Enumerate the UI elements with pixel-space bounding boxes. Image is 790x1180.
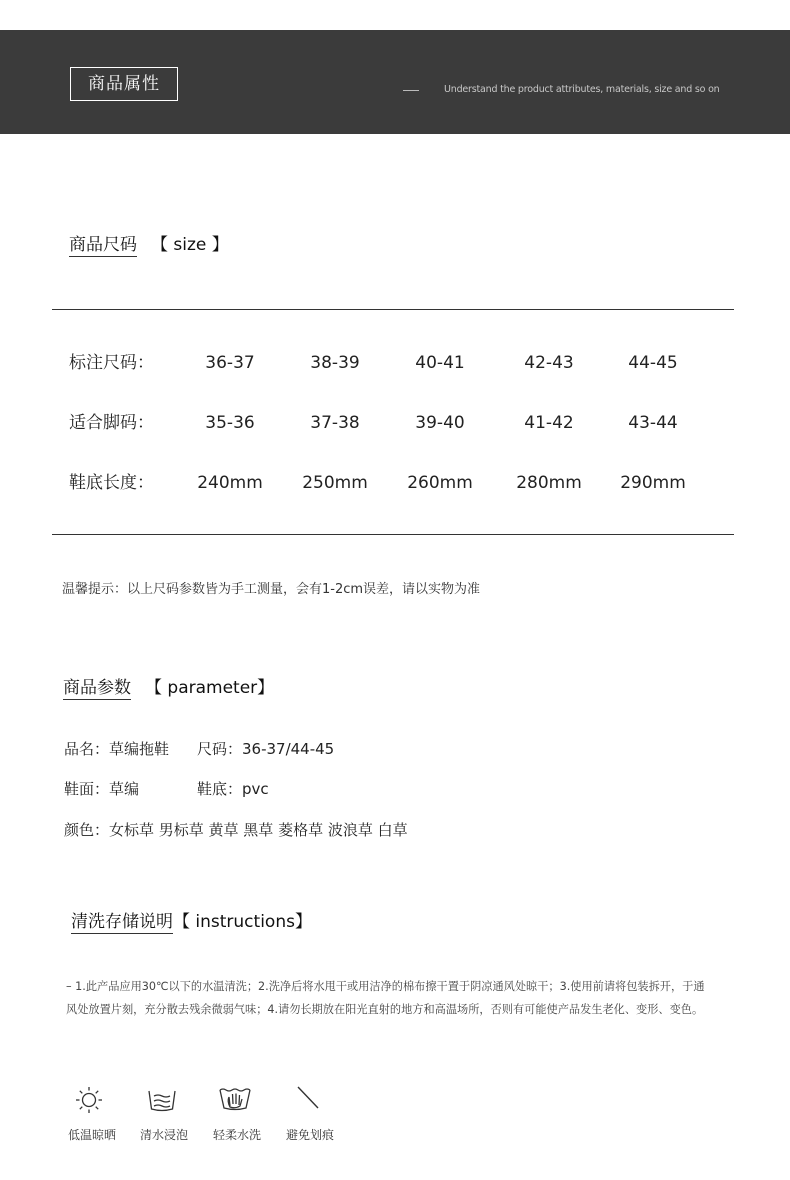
- banner-title: 商品属性: [70, 67, 178, 101]
- table-cell: 38-39: [310, 353, 360, 373]
- care-label-scratch: 避免划痕: [285, 1128, 334, 1142]
- table-bottom-divider: [52, 534, 734, 535]
- table-cell: 260mm: [407, 473, 473, 493]
- instr-title-cn: 清洗存储说明: [71, 912, 173, 932]
- size-note: 温馨提示：以上尺码参数皆为手工测量，会有1-2cm误差，请以实物为准: [62, 582, 481, 597]
- table-cell: 35-36: [205, 413, 255, 433]
- banner-dash: [403, 90, 419, 91]
- param-section-title: [63, 677, 274, 699]
- table-cell: 250mm: [302, 473, 368, 493]
- table-cell: 44-45: [628, 353, 678, 373]
- header-banner: [0, 30, 790, 134]
- table-cell: 36-37: [205, 353, 255, 373]
- size-title-en: 【 size 】: [151, 235, 229, 255]
- size-section-title: [69, 234, 229, 256]
- banner-subtitle: Understand the product attributes, materials, size and so on: [444, 84, 720, 95]
- param-title-en: 【 parameter】: [145, 678, 275, 698]
- table-cell: 290mm: [620, 473, 686, 493]
- table-cell: 41-42: [524, 413, 574, 433]
- param-product-name: 品名：草编拖鞋: [64, 740, 170, 758]
- param-upper-material: 鞋面：草编: [64, 780, 140, 798]
- param-sole-material: 鞋底：pvc: [197, 780, 269, 798]
- param-size-range: 尺码：36-37/44-45: [197, 740, 335, 758]
- row-label-sole-length: 鞋底长度：: [69, 473, 154, 493]
- table-cell: 42-43: [524, 353, 574, 373]
- care-label-hand-wash: 轻柔水洗: [212, 1128, 261, 1142]
- scratch-icon: [288, 1082, 328, 1118]
- table-cell: 43-44: [628, 413, 678, 433]
- instructions-text: – 1.此产品应用30℃以下的水温清洗；2.洗净后将水甩干或用洁净的棉布擦干置于阴凉通风处晾干；3.使用前请将包装拆开，于通风处放置片刻，充分散去残余微弱气味；4.请勿长期放在阳光直射的地方和高温场所，否则有可能使产品发生老化、变形、变色。: [66, 980, 705, 1016]
- sun-icon: [69, 1082, 109, 1118]
- size-title-cn: 商品尺码: [69, 235, 137, 255]
- soak-icon: [142, 1082, 182, 1118]
- instr-section-title: [71, 911, 312, 933]
- table-cell: 39-40: [415, 413, 465, 433]
- table-cell: 37-38: [310, 413, 360, 433]
- hand-wash-icon: [215, 1082, 255, 1118]
- row-label-marked-size: 标注尺码：: [69, 353, 154, 373]
- param-colors: 颜色：女标草 男标草 黄草 黑草 菱格草 波浪草 白草: [64, 821, 408, 839]
- table-cell: 280mm: [516, 473, 582, 493]
- table-cell: 240mm: [197, 473, 263, 493]
- param-title-cn: 商品参数: [63, 678, 131, 698]
- table-cell: 40-41: [415, 353, 465, 373]
- row-label-fit-size: 适合脚码：: [69, 413, 154, 433]
- instr-title-en: 【 instructions】: [173, 912, 312, 932]
- table-top-divider: [52, 309, 734, 310]
- care-label-soak: 清水浸泡: [139, 1128, 188, 1142]
- care-label-sun: 低温晾晒: [67, 1128, 116, 1142]
